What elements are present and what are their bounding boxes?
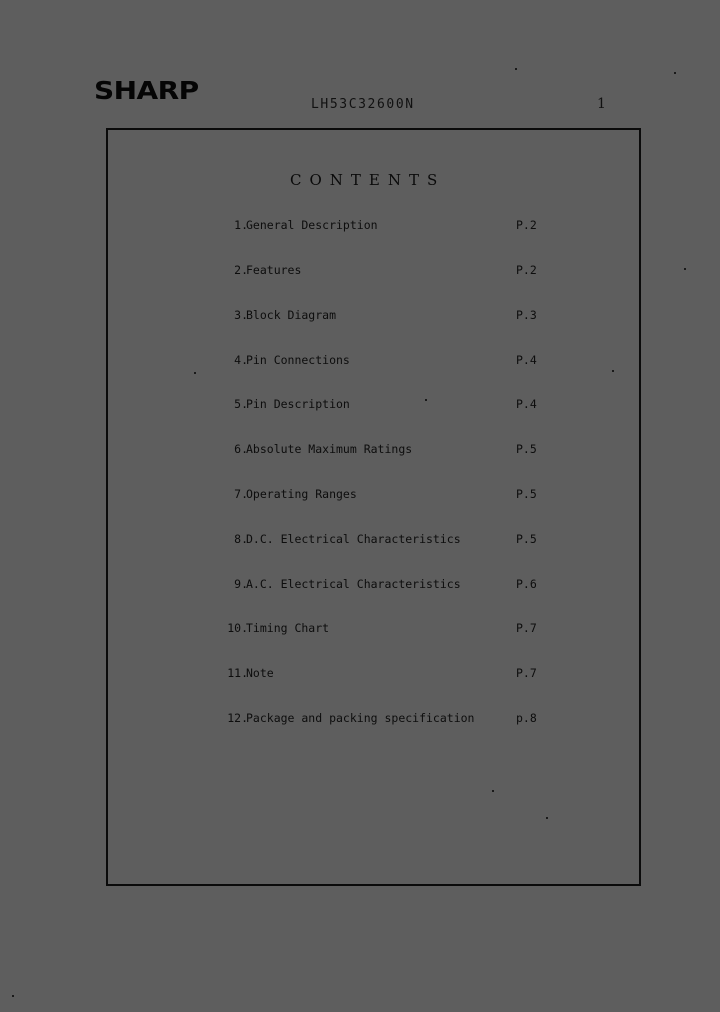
toc-entry-page: P.3 bbox=[516, 308, 537, 322]
toc-entry-number: 6. bbox=[234, 442, 248, 456]
toc-entry-number: 4. bbox=[234, 353, 248, 367]
toc-entry-page: P.5 bbox=[516, 532, 537, 546]
toc-entry bbox=[210, 397, 540, 415]
toc-entry-label: General Description bbox=[246, 218, 378, 232]
toc-entry-page: P.4 bbox=[516, 353, 537, 367]
scan-speck bbox=[546, 817, 548, 819]
page-number: 1 bbox=[597, 96, 606, 112]
toc-entry bbox=[210, 487, 540, 505]
toc-entry-page: p.8 bbox=[516, 711, 537, 725]
toc-entry-number: 12. bbox=[227, 711, 248, 725]
toc-entry bbox=[210, 353, 540, 371]
toc-entry-page: P.7 bbox=[516, 666, 537, 680]
toc-entry-page: P.6 bbox=[516, 577, 537, 591]
contents-frame bbox=[106, 128, 641, 886]
toc-entry-number: 5. bbox=[234, 397, 248, 411]
toc-entry-page: P.7 bbox=[516, 621, 537, 635]
scan-speck bbox=[194, 372, 196, 374]
toc-entry bbox=[210, 532, 540, 550]
toc-entry bbox=[210, 621, 540, 639]
toc-entry-number: 10. bbox=[227, 621, 248, 635]
toc-entry-label: Note bbox=[246, 666, 274, 680]
contents-title: CONTENTS bbox=[290, 171, 446, 189]
toc-entry-label: Pin Description bbox=[246, 397, 350, 411]
toc-entry bbox=[210, 577, 540, 595]
toc-entry-label: Pin Connections bbox=[246, 353, 350, 367]
scan-speck bbox=[684, 268, 686, 270]
toc-entry bbox=[210, 308, 540, 326]
toc-entry-label: Operating Ranges bbox=[246, 487, 357, 501]
toc-entry-number: 1. bbox=[234, 218, 248, 232]
toc-entry bbox=[210, 666, 540, 684]
toc-entry-label: Timing Chart bbox=[246, 621, 330, 635]
scan-speck bbox=[674, 72, 676, 74]
toc-entry-label: Block Diagram bbox=[246, 308, 337, 322]
toc-entry-number: 3. bbox=[234, 308, 248, 322]
toc-entry bbox=[210, 442, 540, 460]
toc-entry-page: P.2 bbox=[516, 263, 537, 277]
scan-speck bbox=[492, 790, 494, 792]
toc-entry-number: 11. bbox=[227, 666, 248, 680]
toc-entry-number: 8. bbox=[234, 532, 248, 546]
scan-speck bbox=[425, 399, 427, 401]
toc-entry-number: 7. bbox=[234, 487, 248, 501]
toc-entry-page: P.2 bbox=[516, 218, 537, 232]
toc-entry bbox=[210, 218, 540, 236]
toc-entry-label: D.C. Electrical Characteristics bbox=[246, 532, 461, 546]
toc-entry-page: P.5 bbox=[516, 487, 537, 501]
toc-entry-label: Absolute Maximum Ratings bbox=[246, 442, 413, 456]
toc-entry bbox=[210, 711, 540, 729]
toc-entry-number: 9. bbox=[234, 577, 248, 591]
toc-entry-label: A.C. Electrical Characteristics bbox=[246, 577, 461, 591]
brand-logo: SHARP bbox=[94, 76, 199, 105]
scan-speck bbox=[12, 995, 14, 997]
toc-entry-number: 2. bbox=[234, 263, 248, 277]
document-number: LH53C32600N bbox=[311, 97, 415, 112]
toc-entry-page: P.4 bbox=[516, 397, 537, 411]
toc-entry-label: Package and packing specification bbox=[246, 711, 475, 725]
toc-entry-label: Features bbox=[246, 263, 302, 277]
toc-entry bbox=[210, 263, 540, 281]
toc-entry-page: P.5 bbox=[516, 442, 537, 456]
scan-speck bbox=[515, 68, 517, 70]
scan-speck bbox=[612, 370, 614, 372]
